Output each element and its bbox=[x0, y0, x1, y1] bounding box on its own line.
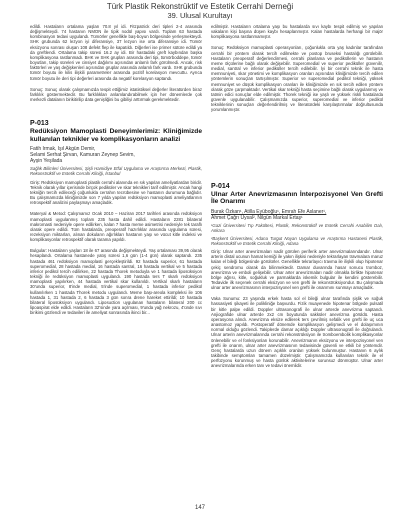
author-line: Burak Özkan¹, Atilla Eyüboğlu¹, Emrah Efe Aslaner¹, bbox=[211, 208, 327, 215]
author-line: Fatih Irmak, Işıl Akgün Demir, bbox=[30, 146, 96, 153]
author-line: Selami Serhat Şirvan, Kamuran Zeynep Sevim, bbox=[30, 152, 135, 159]
affiliation-p013: Sağlık Bilimleri Üniversitesi, Şişli Hamidiye Etfal Uygulama ve Araştırma Merkezi, Plastik, Rekonstrüktif ve Estetik Cerrahi Kliniği, İstanbul bbox=[30, 166, 202, 177]
left-paragraph-5: Bulgular: Hastaların yaşları 18 ile 67 arasında değişmekteydi. Yaş ortalaması 39,95 olarak hesaplandı. Ortalama hastanede yatış süresi 1,6 gün (1-4 gün) olarak saptandı. 235 hastada 461 redüksiyon mamoplasti gerçekleştirildi. 92 hastada superior, 61 hastada superomedial, 28 hastada medial, 16 hastada santral, 16 hastada vertikal ve 5 hastada inferior pedikül tercih edilirken, 22 hastada Thorek metoduyla ve 1 hastada liposüksiyon tekniği ile redüksiyon mamoplasti uygulandı. 190 hastada ters T skarlı redüksiyon mamoplasti yapılırken, 44 hastada vertikal skar kullanıldı. Vertikal skarlı hastaların 30'unda superior, 8'inde medial, 5'inde superomedial, 1 hastada inferior pedikül kullanılırken 1 hastada Thorek metodu uygulandı. Meme başı-areola kompleksi ile 106 hastada 1, 31 hastada 2, 6 hastada 3 gün sonra drene hareket ettirildi; 10 hastada bilateral liposüksiyon uygulandı. Liposuction uygulanan hastaların bilateral 200 cc lipoaspirat elde edildi. Hastaların 32'sinde yara açılması, 9'unda yağ nekrozu, 4'ünde sıvı birikimi gözlendi ve tedavileri ile ameliyat sonrasında ikinci bir... bbox=[30, 248, 202, 316]
header-society: Türk Plastik Rekonstrüktif ve Estetik Cerrahi Derneği bbox=[106, 2, 294, 11]
right-column bbox=[211, 24, 383, 369]
right-paragraph-4: Vaka Sunumu: 23 yaşında erkek hasta sol el bileği ulnar tarafında şişlik ve soğuk hassasiyeti şikayeti ile polikliniğe başvurdu. Fizik muayenede hipotenar bölgede pulsatil bir kitle palpe edildi. Doppler ultrasonografi ile ulnar arterde anevrizma saptandı. Anjiografide ulnar arterde 2x2 cm boyutunda sakküler anevrizma görüldü. Hasta operasyona alındı. Anevrizma eksize edilerek ters çevrilmiş sefalik ven grefti ile uç uca anastomoz yapıldı. Postoperatif dönemde komplikasyon gelişmedi ve el dolaşımının normal olduğu gözlendi. Takiplerde damar açıklığı Doppler ultrasonografi ile doğrulandı. Ulnar arterin anevrizmalarında cerrahi rekonstrüksiyon ile tromboembolik komplikasyonlar önlenebilir ve el fonksiyonları korunabilir. Anevrizmanın eksizyonu ve interpozisyonel ven grefti ile onarım, ulnar arter anevrizmasının tedavisinde güvenli ve etkili bir yöntemdir. Genç hastalarda uzun dönem açıklık oranları yüksek bulunmuştur. Hastanın 6 aylık takibinde semptomları tamamen düzelmiştir. Çalışmamızda kullanılan teknik ile el perfüzyonu korunmuş ve hasta günlük aktivitelerine sorunsuz dönmüştür. Ulnar arter anevrizmalarında erken tanı ve tedavi önemlidir. bbox=[211, 296, 383, 369]
article-id-p014: P-014 bbox=[211, 182, 230, 190]
affiliation-p014-2: ²Başkent Üniversitesi, Adana Turgut Noyan Uygulama ve Araştırma Hastanesi Plastik, Rekonstrüktif ve Estetik Cerrahi Kliniği, Adana bbox=[211, 235, 383, 246]
right-paragraph-3: Giriş: Ulnar arter anevrizmaları nadir görülen periferik arter anevrizmalarındandır. Ulnar arterin distal ucunun hamat kemiği ile yakın ilişkisi nedeniyle tekrarlayan travmalara maruz kalan el bileği bölgesinde görülürler. Genellikle tekrarlayıcı travma ile ilişkili olup hipotenar çekiç sendromu olarak da bilinmektedir. Damar duvarında hasar sonucu tromboz, anevrizma ve emboli gelişebilir. Ulnar arter anevrizmaları nadir olmakla birlikte hipotenar bölge ağrısı, kitle, soğukluk ve parmaklarda iskemik bulgular ile kendini gösterebilir. Tedavide ilk seçenek cerrahi eksizyon ve ven grefti ile rekonstrüksiyondur. Bu çalışmada ulnar arter anevrizmasının interpozisyonel ven grefti ile onarımını sunmayı amaçladık. bbox=[211, 249, 383, 291]
author-line: Ahmet Çağrı Uysal², Nilgün Markal Ertaş¹ bbox=[211, 214, 303, 221]
header-congress: 39. Ulusal Kurultayı bbox=[167, 11, 233, 20]
left-paragraph-3: Giriş: Redüksiyon mamoplasti plastik cerrahi alanında en sık yapılan ameliyatlardan biridir. Teknik olarak yıllar içerisinde birçok pediküler ve skar teknikleri tarif edilmiştir. Ancak hangi tekniğin tercih edileceği çoğunlukla cerrahın tecrübesine ve hastanın durumuna bağlıdır. Bu çalışmamızda kliniğimizde son 7 yılda yapılan redüksiyon mamoplasti ameliyatlarının retrospektif analizini paylaşmayı amaçladık. bbox=[30, 179, 202, 206]
page-number: 147 bbox=[194, 505, 205, 511]
left-paragraph-1: edildi. Hastaların ortalama yaşları 70.8 yıl idi. Fitzpatrick deri tipleri 2-4 arasında değişmekteydi. 74 hastanın NMON ile tipik nodül yapısı vardı. Toplam 63 hastada kombinasyon tedavi uygulandı. Tümörler genellikle baş-boyun bölgesinde yerleşmekteydi. SHK grubunda 62 lezyon iyi diferansiye, 37 lezyon ise orta diferansiye idi. Tümör eksizyonu sonrası oluşan 108 defekt flep ile kapatıldı. Diğerleri ise primer sütüre edildi ya da greftlendi. Ortalama takip süresi 16.2 ay idi. Bir hastadaki greft kaybından başka komplikasyona rastlanmadı. BHK ve SHK grupları arasında deri tipi, tümörboddepe, tümör boyutları, takip süreleri ve cinsiyet dağılımı açısından anlamlı fark görülmedi. Ancak, risk faktörleri ve yaş değişkenleri açısından gruplar arasında anlamlı fark vardı. SHK grubunda tümör boyutu ile kilis ilişkili parametreler arasında pozitif korelasyon mevcuttu. Ayrıca tümör boyutu ile deri tipi değerleri arasında da negatif korelasyon saptandı. bbox=[30, 24, 202, 81]
article-title-p014: Ulnar Arter Anevrizmasının İnterpozisyonel Ven Grefti İle Onarımı bbox=[211, 190, 383, 206]
left-column bbox=[30, 24, 202, 315]
author-line: Ayşin Yeşilada bbox=[30, 158, 63, 165]
left-paragraph-2: Sonuç: Sonuç olarak çalışmamızda tespit ettiğimiz istatistiksel değerler literatürden biraz farklılık göstermektedir. Bu farklılıkları anlamlandırabilmek için her dönemlerde çok merkezli datalanın birikitirilip data genişliğini bu gibiliyi arttırmak gerekmektedir. bbox=[30, 86, 202, 103]
page-header bbox=[0, 2, 400, 20]
affiliation-p014-1: ¹Gazi Üniversitesi Tıp Fakültesi, Plastik, Rekonstrüktif ve Estetik Cerrahi Anabilim Dalı, Ankara bbox=[211, 222, 383, 233]
authors-p014 bbox=[211, 209, 383, 221]
right-paragraph-1: edilmiştir. Hastaların ortalama yaşı bu hastalarda sıvı kaybı tespit edilmiş ve yapılan vakaların kişi başına düşen kaybı hesaplanmıştır. Kalan hastalarda herhangi bir majör komplikasyona rastlanmamıştır. bbox=[211, 24, 383, 40]
article-title-p013: Redüksiyon Mamoplasti Deneyimlerimiz: Kliniğimizde kullanılan teknikler ve komplikasyonların analizi bbox=[30, 128, 202, 143]
left-paragraph-4: Materyal & Metod: Çalışmamız Ocak 2010 – Haziran 2017 tarihleri arasında redüksiyon mamoplasti uygulanmış toplam 235 hasta dahil edildi. Hastaların 2281 bilateral makromasti nedeniyle opere edilirken, kalan 7 hasta meme asimetrisi nedeniyle tek taraflı olarak opere edildi. Tüm hastalarda, preoperatif hazırlıklar arasında uygulama süresi, rezeksiyon miktarları, alınan dokuların ağırlıkları hastanın yaşı ve vücut kitle indeksi ve komplikasyonlar retrospektif olarak tarama yapıldı. bbox=[30, 211, 202, 243]
authors-p013 bbox=[30, 146, 202, 164]
article-id-p013: P-013 bbox=[30, 120, 49, 128]
right-paragraph-2: Sonuç: Redüksiyon mamoplasti operasyonları, çoğunlukla orta yaş kadınlar tarafından cerrahi bir yöntem olarak tercih edilmekte ve postop bruseksi hastalığı görülebilir. Hastaların preoperatif değerlendirmesi, cerrahi planlama ve pediküllerin ve hastanın meme ölçülerine bağlı olarak değişebilir. Superomedial ve superior pediküller güvenilir, medial, santral ve inferior pediküller tercih edilebilir. İyi bir cerrahi teknik ile hasta memnuniyeti, skar yönetimi ve komplikasyon oranları açısından kliniğimizde tercih edilen yöntemlerin sonuçları tartışılmıştır. Superior ve superomedial pedikül tekniği, yüksek memnuniyet ve düşük komplikasyon oranları ile kliniğimizde en sık tercih edilen yöntem olarak göze çarpmaktadır. Vertikal skar tekniği hasta seçimine bağlı olarak uygulanmış ve tatmin edici sonuçlar elde edilmiştir. Thorek tekniği ise yaşlı ve yüksek riskli hastalarda güvenle uygulanabilir. Çalışmamızda superior, superomedial ve inferior pedikül tekniklerinin sonuçları değerlendirilmiş ve literatürdeki karşılaştırmalar doğrultusunda yorumlanmıştır. bbox=[211, 45, 383, 113]
